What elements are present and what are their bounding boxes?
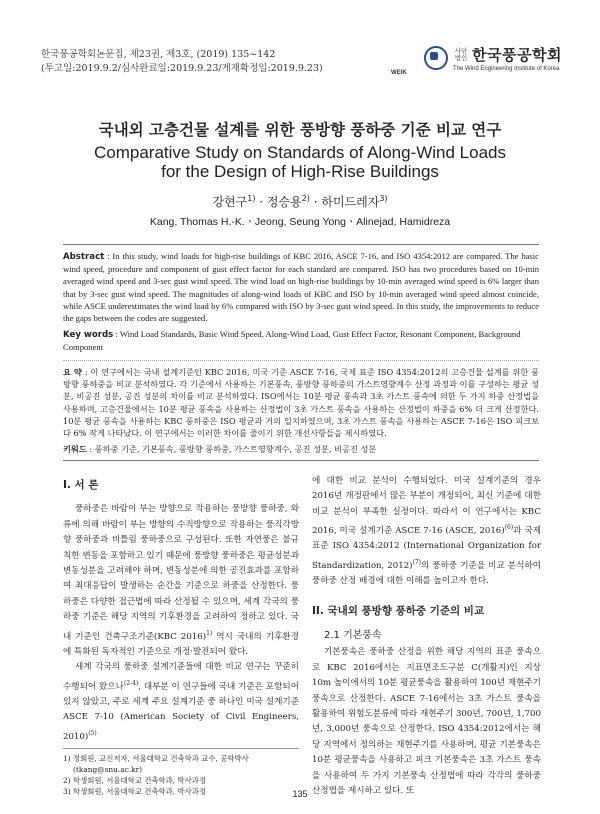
- paper-title-english: [0, 143, 600, 181]
- korean-abstract-label: 요 약: [63, 366, 82, 377]
- author-2: 정승용: [266, 195, 302, 209]
- footnote-2: 2) 학생회원, 서울대학교 건축학과, 박사과정: [63, 776, 207, 785]
- logo-small-text-1: 사단: [454, 46, 468, 55]
- keywords-label: Key words: [63, 330, 114, 341]
- abstract-korean: [63, 360, 539, 440]
- journal-citation: 한국풍공학회논문집, 제23권, 제3호, (2019) 135~142: [41, 49, 276, 60]
- page-number: 135: [292, 789, 308, 799]
- korean-abstract-text: : 이 연구에서는 국내 설계기준인 KBC 2016, 미국 기준 ASCE 7-16, 국제 표준 ISO 4354:2012의 고층건물 설계를 위한 풍방향 풍하중을 비교 분석하였다. 각 기준에서 사용하는 기본풍속, 풍방향 풍하중의 가스트영향계수 산정 과정과 이를 구성하는 평균 성분, 비공진 성분, 공진 성분의 차이를 비교 분석하였다. ISO에서는 10분 평균 풍속과 3초 가스트 풍속에 의한 두 가지 하중 산정법을 사용하며, 고층건물에서는 10분 평균 풍속을 사용하는 산정법이 3초 가스트 풍속을 사용하는 산정법이 하중을 6% 더 크게 산정한다. 10분 평균 풍속을 사용하는 KBC 풍하중은 ISO 평균과 거의 일치하였으며, 3초 가스트 풍속을 사용하는 ASCE 7-16은 ISO 피크보다 6% 작게 나타났다. 이 연구에서는 이러한 차이를 줄이기 위한 개선사항들을 제시하였다.: [63, 366, 539, 439]
- submission-dates: (투고일:2019.9.2/심사완료일:2019.9.23/게재확정일:2019.9.23): [41, 63, 323, 74]
- subsection-2-1-paragraph: 기본풍속은 풍하중 산정을 위한 해당 지역의 표준 풍속으로 KBC 2016에서는 지표면조도구분 C(개활지)인 지상 10m 높이에서의 10분 평균풍속을 활용하여 100년 재현주기 풍속으로 산정한다. ASCE 7-16에서는 3초 가스트 풍속을 활용하여 위험도분류에 따라 재현주기 300년, 700년, 1,700년, 3,000년 풍속으로 산정한다. ISO 4354:2012에서는 해당 지역에서 정의하는 재현주기를 사용하며, 평균 기본풍속은 10분 평균풍속을 사용하고 피크 기본풍속은 3초 가스트 풍속을 사용하여 두 가지 기본풍속 산정법에 따라 각각의 풍하중 산정법을 제시하고 있다. 또: [312, 647, 541, 797]
- author-3: 하미드레자: [321, 195, 380, 209]
- korean-keywords-text: : 풍하중 기준, 기본풍속, 풍방향 풍하중, 가스트영향계수, 공진 성분, 비공진 성분: [89, 444, 377, 455]
- abstract-box: [63, 244, 539, 461]
- section-1-paragraph-2: 세계 각국의 풍하중 설계기준들에 대한 비교 연구는 꾸준히 수행되어 왔으나$^{(2-4)}$, 대부분 이 연구들에 국내 기준은 포함되어 있지 않았고, 주로 세계 주요 설계기준 중 하나인 미국 설계기준 ASCE 7-10 (American Society of Civil Engineers, 2010)$^{(5)}$: [63, 662, 300, 742]
- left-column: [63, 474, 299, 745]
- keywords-text: : Wind Load Standards, Basic Wind Speed, Along-Wind Load, Gust Effect Factor, Resonant Component, Background Component: [63, 329, 521, 353]
- abstract-english: [63, 250, 539, 324]
- section-1-paragraph-1: 풍하중은 바람이 부는 방향으로 작용하는 풍방향 풍하중, 와류에 의해 바람이 부는 방향의 수직방향으로 작용하는 풍직각방향 풍하중과 비틀림 풍하중으로 구성된다. 또한 자연풍은 불규칙한 변동을 포함하고 있기 때문에 풍방향 풍하중은 평균성분과 변동성분을 고려해야 하며, 변동성분에 의한 공진효과를 포함하여 최대응답이 발생하는 순간을 기준으로 하중을 산정한다. 풍하중은 다양한 접근법에 따라 산정될 수 있으며, 세계 각국의 풍하중 기준은 해당 지역의 기후환경을 고려하여 정하고 있다. 국내 기준인 건축구조기준(KBC 2016)$^{1)}$ 역시 국내의 기후환경에 특화된 독자적인 기준으로 개정·발전되어 왔다.: [63, 504, 299, 657]
- authors-korean: 강현구$^{1)}$ · 정승용$^{2)}$ · 하미드레자$^{3)}$: [212, 194, 388, 209]
- society-name: 한국풍공학회: [472, 46, 562, 64]
- journal-header: [41, 48, 323, 76]
- abstract-label: Abstract: [63, 252, 105, 262]
- title-english-line-2: for the Design of High-Rise Buildings: [161, 162, 439, 181]
- abstract-text: : In this study, wind loads for high-rise buildings of KBC 2016, ASCE 7-16, and ISO 4354:2012 are compared. The basic wind speed, procedure and component of gust effect factor for each standard are compared. ISO has two procedures based on 10-min averaged wind speed and 3-sec gust wind speed. The wind load on high-rise buildings by 10-min averaged wind speed is 6% larger than that by 3-sec gust wind speed. The magnitudes of along-wind loads of KBC and ISO by 10-min averaged wind speed almost coincide, while ASCE underestimates the wind load by 6% compared with ISO by 3-sec gust wind speed. In this study, the improvements to reduce the gaps between the codes are suggested.: [63, 251, 539, 324]
- keywords-english: [63, 328, 539, 353]
- society-english-name: The Wind Engineering Institute of Korea: [453, 66, 560, 72]
- right-column: [312, 474, 541, 799]
- footnote-1: 1) 정회원, 교신저자, 서울대학교 건축학과 교수, 공학박사: [63, 754, 249, 763]
- korean-keywords-label: 키워드: [63, 444, 87, 455]
- footnote-1-email: (tkang@snu.ac.kr): [73, 765, 143, 774]
- society-emblem-icon: [424, 46, 448, 70]
- society-abbreviation: WEIK: [391, 70, 407, 76]
- logo-small-text-2: 법인: [454, 53, 468, 62]
- paper-title-korean: 국내외 고층건물 설계를 위한 풍방향 풍하중 기준 비교 연구: [98, 121, 502, 139]
- authors-english: Kang, Thomas H.-K.ㆍJeong, Seung YongㆍAlinejad, Hamidreza: [149, 216, 451, 228]
- society-logo: [391, 44, 562, 76]
- subsection-2-1-heading: 2.1 기본풍속: [324, 629, 382, 641]
- author-1: 강현구: [212, 195, 248, 209]
- section-1-continued: 에 대한 비교 분석이 수행되었다. 미국 설계기준의 경우 2016년 개정판에서 많은 부분이 개정되어, 최신 기준에 대한 비교 분석이 부족한 실정이다. 따라서 이 연구에서는 KBC 2016, 미국 설계기준 ASCE 7-16 (ASCE, 2016)$^{(6)}$과 국제 표준 ISO 4354:2012 (International Organization for Standardization, 2012)$^{(7)}$의 풍하중 기준을 비교 분석하여 풍하중 산정 배경에 대한 이해를 높이고자 한다.: [312, 476, 541, 587]
- footnote-3: 3) 학생회원, 서울대학교 건축학과, 박사과정: [63, 787, 207, 796]
- section-2-heading: II. 국내외 풍방향 풍하중 기준의 비교: [312, 604, 485, 617]
- section-1-heading: I. 서 론: [63, 479, 99, 491]
- keywords-korean: [63, 443, 539, 461]
- title-english-line-1: Comparative Study on Standards of Along-Wind Loads: [93, 143, 507, 162]
